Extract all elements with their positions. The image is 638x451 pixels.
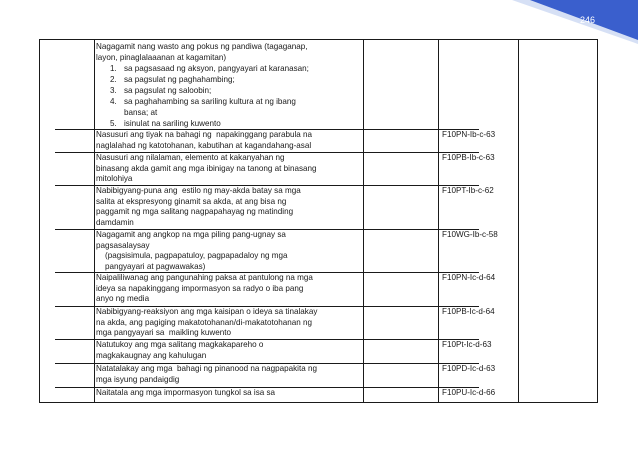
competency-code: F10PU-Ic-d-66	[442, 388, 496, 397]
list-number: 3.	[110, 86, 117, 95]
competency-text-line: ideya sa napakinggang impormasyon sa radyo o iba pang	[96, 283, 304, 293]
competency-code: F10PD-Ic-d-63	[442, 364, 496, 373]
competency-text-line: (pagsisimula, pagpapatuloy, pagpapadaloy ng mga	[96, 251, 288, 261]
competency-text-line: layon, pinaglalaaanan at kagamitan)	[96, 53, 227, 62]
page-number: 246	[580, 15, 596, 25]
competency-text-line: Naipaliliwanag ang pangunahing paksa at pantulong na mga	[96, 273, 313, 282]
competency-text-line: paggamit ng mga salitang nagpapahayag ng matinding	[96, 207, 294, 217]
competency-text-line: Naitatala ang mga impormasyon tungkol sa isa sa	[96, 388, 276, 397]
competency-text-line: binasang akda gamit ang mga ibinigay na tanong at binasang	[96, 163, 317, 173]
competency-text-line: naglalahad ng katotohanan, kabutihan at kagandahang-asal	[96, 140, 312, 150]
competency-text-line: Nagagamit nang wasto ang pokus ng pandiwa (tagaganap,	[96, 42, 308, 51]
list-item: sa pagsulat ng saloobin;	[124, 86, 212, 95]
competency-text-line: Nasusuri ang nilalaman, elemento at kakanyahan ng	[96, 153, 285, 162]
competency-text-line: magkakaugnay ang kahulugan	[96, 350, 207, 360]
competency-text-line: Nagagamit ang angkop na mga piling pang-ugnay sa	[96, 230, 286, 239]
list-number: 4.	[110, 97, 117, 106]
list-number: 1.	[110, 64, 117, 73]
competency-code: F10PN-Ib-c-63	[442, 130, 496, 139]
list-item: sa paghahambing sa sariling kultura at ng ibang	[124, 97, 296, 106]
competency-text-line: Nabibigyang-reaksiyon ang mga kaisipan o ideya sa tinalakay	[96, 307, 318, 316]
competency-code: F10PB-Ic-d-64	[442, 307, 495, 316]
competency-code: F10PB-Ib-c-63	[442, 153, 495, 162]
competency-text-line: mga pangyayari sa maikling kuwento	[96, 328, 231, 338]
competency-text-line: Natutukoy ang mga salitang magkakapareho o	[96, 340, 264, 349]
list-item: sa pagsasaad ng aksyon, pangyayari at karanasan;	[124, 64, 309, 73]
competency-code: F10Pt-Ic-d-63	[442, 340, 492, 349]
competency-code: F10PT-Ib-c-62	[442, 186, 494, 195]
competency-text-line: na akda, ang pagiging makatotohanan/di-makatotohanan ng	[96, 317, 312, 327]
competency-code: F10WG-Ib-c-58	[442, 230, 498, 239]
competency-text-line: pagsasalaysay	[96, 240, 150, 250]
corner-decoration	[512, 0, 638, 44]
competency-text-line: Natatalakay ang mga bahagi ng pinanood na nagpapakita ng	[96, 364, 317, 373]
list-number: 2.	[110, 75, 117, 84]
list-item: isinulat na sariling kuwento	[124, 119, 221, 128]
list-item-continued: bansa; at	[124, 108, 158, 117]
list-number: 5.	[110, 119, 117, 128]
competency-code: F10PN-Ic-d-64	[442, 273, 496, 282]
competency-text-line: damdamin	[96, 218, 134, 228]
competency-text-line: salita at ekspresyong ginamit sa akda, at ang bisa ng	[96, 196, 287, 206]
competency-text-line: Nasusuri ang tiyak na bahagi ng napakinggang parabula na	[96, 130, 312, 139]
competency-text-line: mitolohiya	[96, 174, 133, 184]
competency-text-line: Nabibigyang-puna ang estilo ng may-akda batay sa mga	[96, 186, 301, 195]
competency-text-line: mga isyung pandaigdig	[96, 374, 180, 384]
table-column-blank	[364, 40, 439, 402]
list-item: sa pagsulat ng paghahambing;	[124, 75, 235, 84]
competency-text-line: anyo ng media	[96, 294, 150, 304]
table-column-left	[40, 40, 95, 402]
table-column-right	[519, 40, 597, 402]
competency-text-line: pangyayari at pagwawakas)	[96, 262, 206, 272]
